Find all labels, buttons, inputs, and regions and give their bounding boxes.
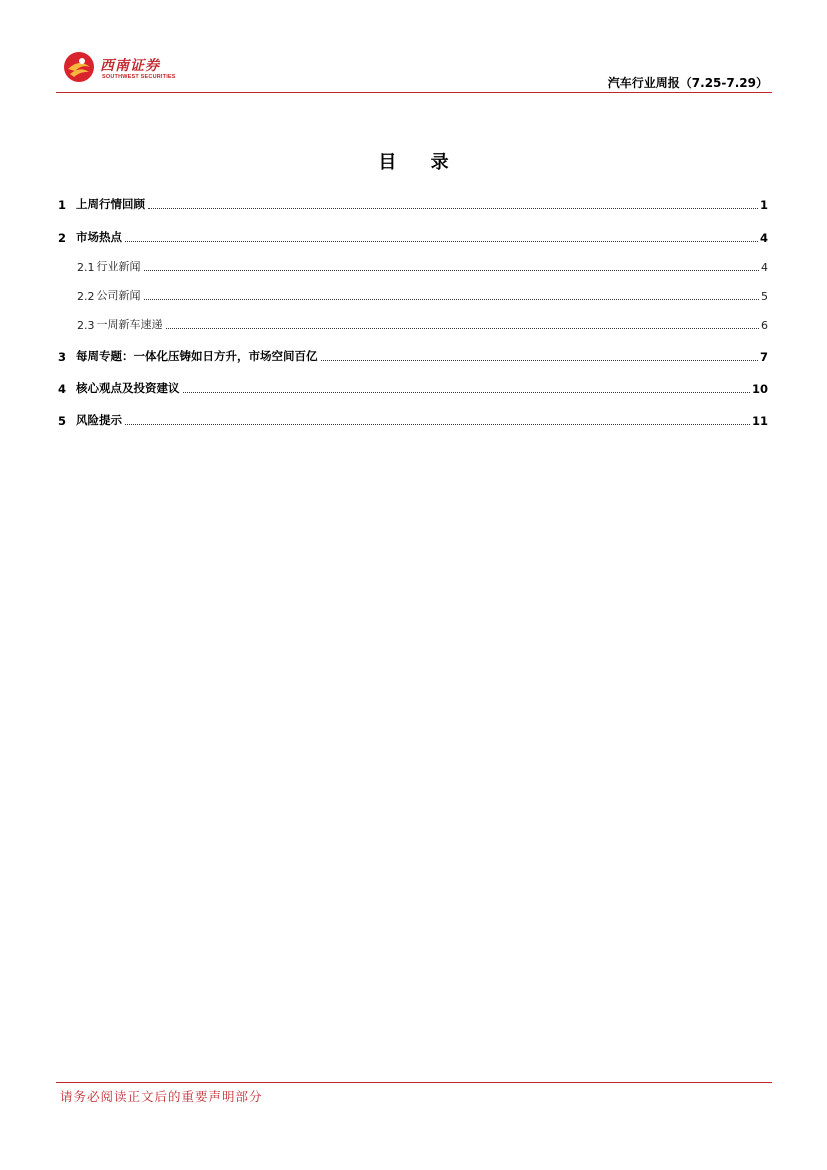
header-divider <box>56 92 772 93</box>
logo-emblem-icon <box>62 50 96 84</box>
toc-entry-title: 核心观点及投资建议 <box>76 381 180 395</box>
toc-entry-page: 7 <box>759 350 768 364</box>
toc-dot-leader <box>125 423 750 425</box>
toc-dot-leader <box>144 269 760 271</box>
logo-chinese-text: 西南证券 <box>100 58 160 74</box>
toc-entry-title: 公司新闻 <box>96 289 141 302</box>
toc-entry-page: 10 <box>751 382 768 396</box>
toc-dot-leader <box>144 298 760 300</box>
toc-entry-number: 2.2 <box>77 290 95 303</box>
page-header <box>56 48 772 94</box>
toc-entry-title: 一周新车速递 <box>96 318 163 331</box>
toc-entry-page: 1 <box>759 198 768 212</box>
toc-entry-1[interactable] <box>58 196 768 212</box>
company-logo <box>62 50 202 84</box>
toc-entry-4[interactable] <box>58 380 768 396</box>
report-title: 汽车行业周报（7.25-7.29） <box>607 76 768 90</box>
toc-dot-leader <box>148 207 758 209</box>
toc-entry-2-3[interactable] <box>58 316 768 332</box>
toc-entry-title: 每周专题：一体化压铸如日方升，市场空间百亿 <box>76 349 318 363</box>
toc-entry-page: 4 <box>761 261 768 274</box>
toc-entry-title: 风险提示 <box>76 413 123 427</box>
toc-entry-page: 5 <box>761 290 768 303</box>
toc-dot-leader <box>321 359 758 361</box>
toc-entry-page: 6 <box>761 319 768 332</box>
toc-entry-number: 4 <box>58 382 67 396</box>
toc-dot-leader <box>183 391 750 393</box>
toc-entry-title: 行业新闻 <box>96 260 141 273</box>
toc-entry-title: 上周行情回顾 <box>76 197 146 211</box>
toc-entry-5[interactable] <box>58 412 768 428</box>
toc-entry-number: 2.3 <box>77 319 95 332</box>
toc-entry-title: 市场热点 <box>76 230 123 244</box>
toc-entry-number: 5 <box>58 414 67 428</box>
footer-divider <box>56 1082 772 1083</box>
toc-entry-number: 3 <box>58 350 67 364</box>
toc-entry-2-2[interactable] <box>58 287 768 303</box>
toc-entry-2[interactable] <box>58 229 768 245</box>
logo-english-text: SOUTHWEST SECURITIES <box>102 74 176 80</box>
toc-entry-page: 4 <box>759 231 768 245</box>
toc-entry-page: 11 <box>751 414 768 428</box>
toc-dot-leader <box>166 327 760 329</box>
toc-entry-number: 2.1 <box>77 261 95 274</box>
toc-entry-number: 1 <box>58 198 67 212</box>
toc-entry-number: 2 <box>58 231 67 245</box>
toc-entry-2-1[interactable] <box>58 258 768 274</box>
toc-entry-3[interactable] <box>58 348 768 364</box>
toc-heading: 目 录 <box>378 152 463 173</box>
footer-disclaimer: 请务必阅读正文后的重要声明部分 <box>60 1089 263 1104</box>
toc-dot-leader <box>125 240 758 242</box>
